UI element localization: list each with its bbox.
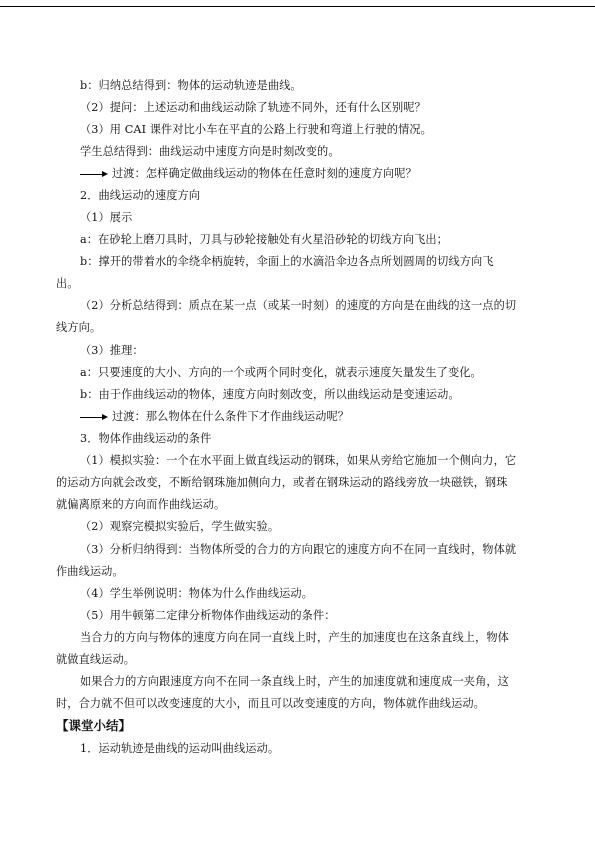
text-line: 线方向。 (56, 321, 102, 334)
text-line: 出。 (56, 277, 79, 290)
arrow-icon (80, 169, 108, 179)
text-line: （2）分析总结得到：质点在某一点（或某一时刻）的速度的方向是在曲线的这一点的切 (80, 299, 517, 312)
text-line: a：只要速度的大小、方向的一个或两个同时变化，就表示速度矢量发生了变化。 (80, 366, 482, 379)
text-line: （3）用 CAI 课件对比小车在平直的公路上行驶和弯道上行驶的情况。 (80, 123, 432, 136)
text-line: b：归纳总结得到：物体的运动轨迹是曲线。 (80, 79, 302, 92)
text-line: b：由于作曲线运动的物体，速度方向时刻改变，所以曲线运动是变速运动。 (80, 388, 460, 401)
section-title: 2．曲线运动的速度方向 (80, 189, 201, 202)
text-line: 时，合力就不但可以改变速度的大小，而且可以改变速度的方向，物体就作曲线运动。 (56, 697, 485, 710)
transition-text: 过渡：那么物体在什么条件下才作曲线运动呢？ (112, 410, 350, 423)
text-line: 当合力的方向与物体的速度方向在同一直线上时，产生的加速度也在这条直线上，物体 (80, 631, 509, 644)
text-line: （1）展示 (80, 211, 133, 224)
transition-line (80, 410, 349, 424)
text-line: 的运动方向就会改变，不断给钢珠施加侧向力，或者在钢珠运动的路线旁放一块磁铁，钢珠 (56, 476, 508, 489)
text-line: 如果合力的方向跟速度方向不在同一条直线上时，产生的加速度就和速度成一夹角，这 (80, 675, 509, 688)
header-rule (0, 6, 595, 7)
text-line: b：撑开的带着水的伞绕伞柄旋转，伞面上的水滴沿伞边各点所划圆周的切线方向飞 (80, 255, 494, 268)
text-line: （4）学生举例说明：物体为什么作曲线运动。 (80, 587, 313, 600)
text-line: （1）模拟实验：一个在水平面上做直线运动的钢珠，如果从旁给它施加一个侧向力，它 (80, 454, 517, 467)
text-line: （3）推理： (80, 344, 144, 357)
arrow-icon (80, 412, 108, 422)
text-line: a：在砂轮上磨刀具时，刀具与砂轮接触处有火星沿砂轮的切线方向飞出； (80, 233, 448, 246)
transition-text: 过渡：怎样确定做曲线运动的物体在任意时刻的速度方向呢？ (112, 167, 417, 180)
summary-heading: 【课堂小结】 (56, 718, 132, 733)
text-line: （2）提问：上述运动和曲线运动除了轨迹不同外，还有什么区别呢？ (80, 101, 426, 114)
text-line: （3）分析归纳得到：当物体所受的合力的方向跟它的速度方向不在同一直线时，物体就 (80, 543, 517, 556)
text-line: 作曲线运动。 (56, 565, 124, 578)
text-line: 1．运动轨迹是曲线的运动叫曲线运动。 (80, 742, 280, 755)
text-line: （5）用牛顿第二定律分析物体作曲线运动的条件： (80, 609, 336, 622)
text-line: 学生总结得到：曲线运动中速度方向是时刻改变的。 (80, 145, 340, 158)
text-line: （2）观察完模拟实验后，学生做实验。 (80, 520, 280, 533)
text-line: 就做直线运动。 (56, 653, 136, 666)
text-line: 就偏离原来的方向而作曲线运动。 (56, 498, 226, 511)
section-title: 3．物体作曲线运动的条件 (80, 432, 212, 445)
transition-line (80, 167, 417, 181)
